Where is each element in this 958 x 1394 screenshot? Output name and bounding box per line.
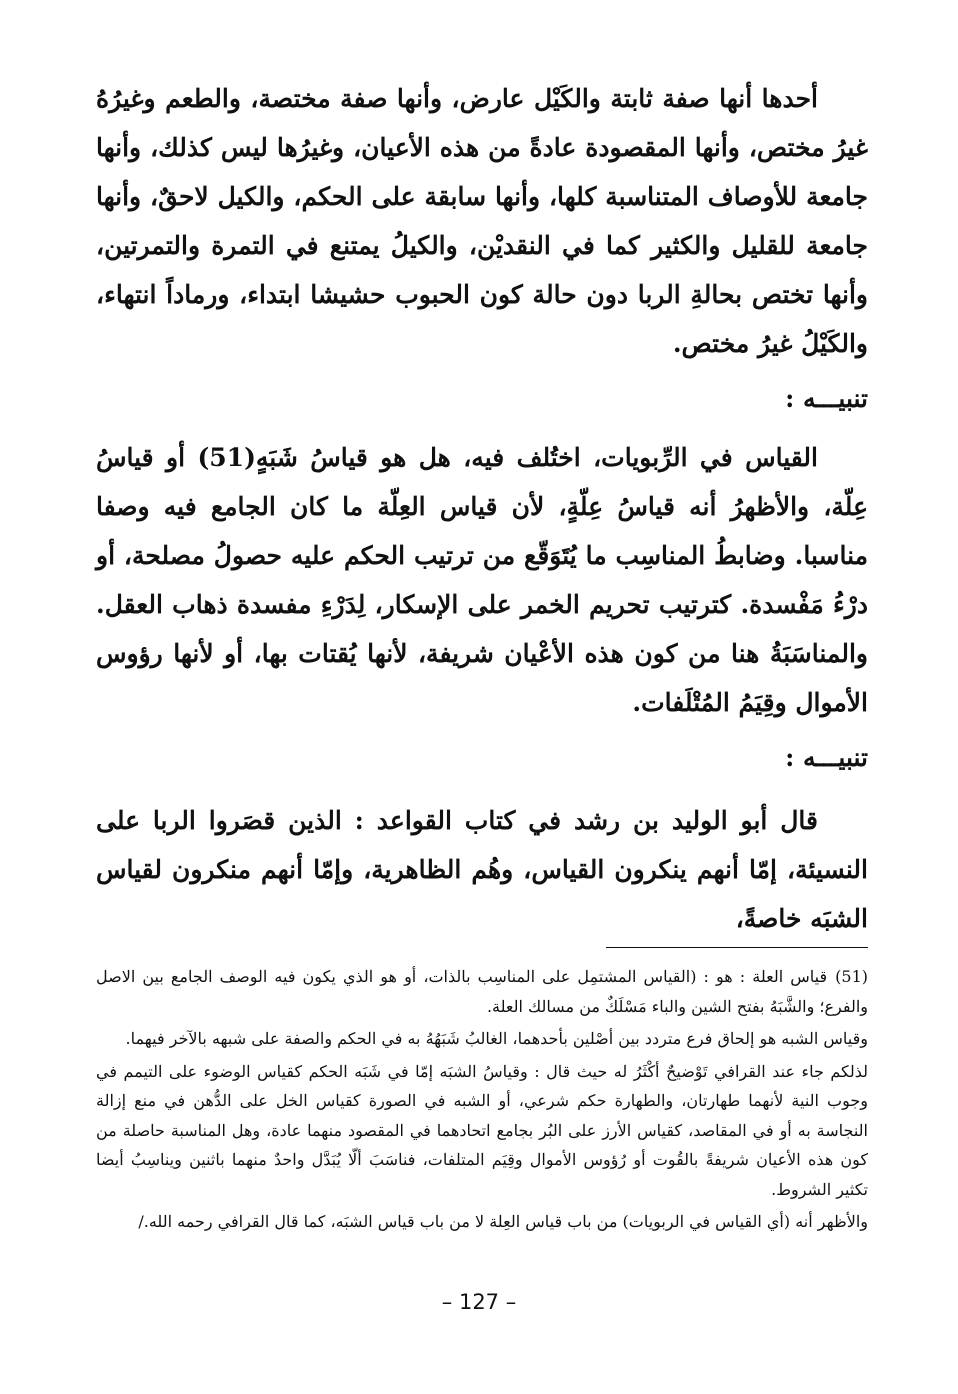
footnote-1 <box>96 962 868 1021</box>
paragraph-1: أحدها أنها صفة ثابتة والكَيْل عارض، وأنها صفة مختصة، والطعم وغيرُهُ غيرُ مختص، وأنها المقصودة عادةً من هذه الأعيان، وغيرُها ليس كذلك، وأنها جامعة للأوصاف المتناسبة كلها، وأنها سابقة على الحكم، والكيل لاحقٌ، وأنها جامعة للقليل والكثير كما في النقديْن، والكيلُ يمتنع في التمرة والتمرتين، وأنها تختص بحالةِ الربا دون حالة كون الحبوب حشيشا ابتداء، ورماداً انتهاء، والكَيْلُ غيرُ مختص. <box>96 84 869 358</box>
footnote-text-4: والأظهر أنه (أي القياس في الربويات) من باب قياس العِلة لا من باب قياس الشبَه، كما قال القرافي رحمه الله./ <box>138 1212 868 1231</box>
footnote-number: (51) <box>835 967 869 986</box>
page-number: – 127 – <box>441 1290 517 1314</box>
footnotes <box>96 962 868 1237</box>
paragraph-3: قال أبو الوليد بن رشد في كتاب القواعد : الذين قصَروا الربا على النسيئة، إمّا أنهم ينكرون القياس، وهُم الظاهرية، وإمّا أنهم منكرون لقياس الشبَه خاصةً، <box>96 806 868 933</box>
footnote-separator <box>606 947 868 948</box>
heading-tanbih-2: تنبيـــه : <box>785 743 868 772</box>
footnote-text-3: لذلكم جاء عند القرافي تَوْضيحٌ أكْثَرُ له حيث قال : وقياسُ الشبَه إمّا في شَبَه الحكم كقياس الوضوء على التيمم في وجوب النية لأنهما طهارتان، والطهارة حكم شرعي، أو الشبه في الصورة كقياس الخل على الدُّهن في منع إزالة النجاسة به أو في المقاصد، كقياس الأرز على البُر بجامع اتحادهما في المقصود منهما عادة، وهل المناسبة حاصلة من كون هذه الأعيان شريفةً بالقُوت أو رُؤوس الأموال وقِيَم المتلفات، فناسَبَ ألّا يُبَدَّل واحدٌ منهما باثنين ويناسِبُ أيضا تكثير الشروط. <box>96 1061 869 1199</box>
page-body <box>96 74 868 1240</box>
footnote-separator-wrap <box>96 947 868 948</box>
heading-tanbih-1: تنبيـــه : <box>785 384 868 413</box>
footnote-text-1: قياس العلة : هو : (القياس المشتمِل على المناسِب بالذات، أو هو الذي يكون فيه الوصف الجامع بين الاصل والفرع؛ والشَّبَهُ بفتح الشين والباء مَسْلَكٌ من مسالك العلة. <box>96 967 868 1016</box>
footnote-text-2: وقياس الشبه هو إلحاق فرع متردد بين أصْلين بأحدهما، الغالبُ شَبَهُهُ به في الحكم والصفة على شبهه بالآخر فيهما. <box>125 1029 868 1048</box>
paragraph-2: القياس في الرِّبويات، اختُلف فيه، هل هو قياسُ شَبَهٍ(51) أو قياسُ عِلّة، والأظهرُ أنه قياسُ عِلّةٍ، لأن قياس العِلّة ما كان الجامع فيه وصفا مناسبا. وضابطُ المناسِب ما يُتَوَقّع من ترتيب الحكم عليه حصولُ مصلحة، أو درْءُ مَفْسدة. كترتيب تحريم الخمر على الإسكار، لِدَرْءِ مفسدة ذهاب العقل. والمناسَبَةُ هنا من كون هذه الأعْيان شريفة، لأنها يُقتات بها، أو لأنها رؤوس الأموال وقِيَمُ المُتْلَفات. <box>96 443 868 717</box>
